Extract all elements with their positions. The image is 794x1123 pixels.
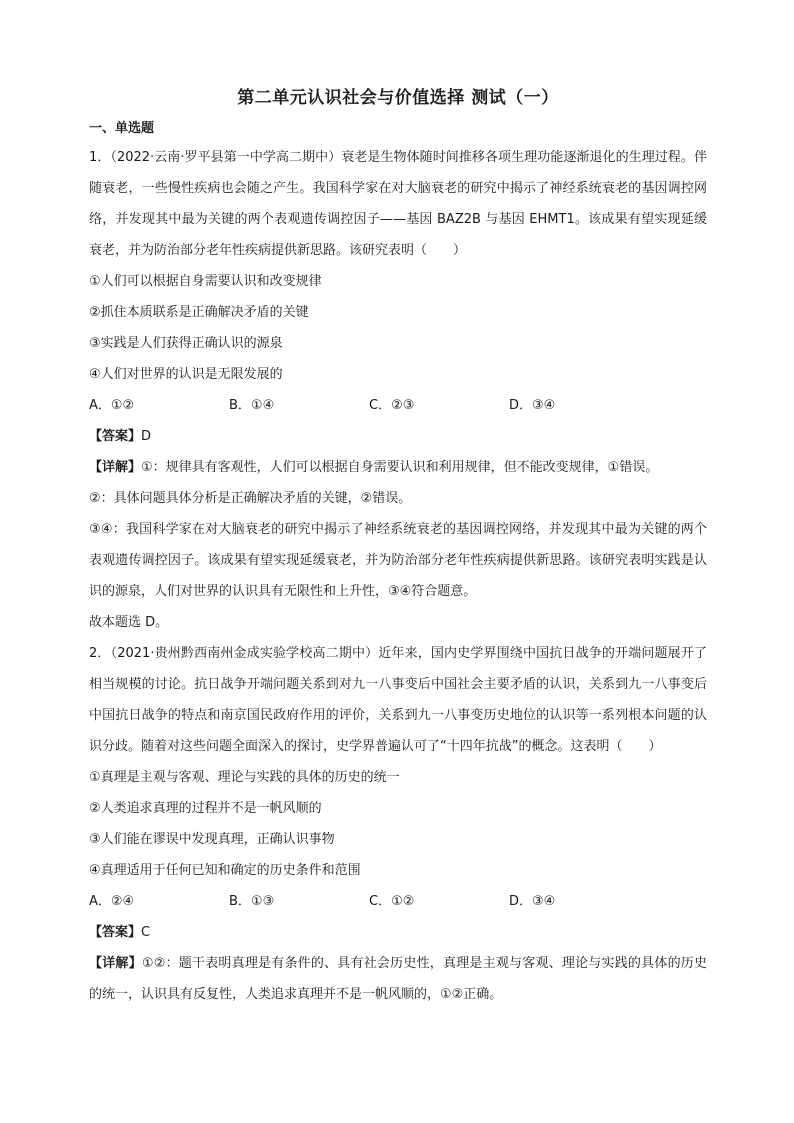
question-1-detail-2: ②：具体问题具体分析是正确解决矛盾的关键，②错误。 [89,491,412,506]
question-2-option-3: ③人们能在谬误中发现真理，正确认识事物 [89,832,335,847]
detail-text: ①：规律具有客观性，人们可以根据自身需要认识和利用规律，但不能改变规律，①错误。 [141,460,659,475]
question-1-option-2: ②抓住本质联系是正确解决矛盾的关键 [89,305,309,320]
question-2-option-1: ①真理是主观与客观、理论与实践的具体的历史的统一 [89,770,400,785]
question-1-conclusion: 故本题选 D。 [89,615,169,630]
question-2-choice-b: B．①③ [229,894,275,909]
detail-label: 【详解】 [89,460,142,475]
question-2-choice-c: C．①② [369,894,415,909]
page-title: 第二单元认识社会与价值选择 测试（一） [237,88,559,108]
answer-value: D [141,429,152,444]
answer-label: 【答案】 [89,925,142,940]
question-1-choice-a: A．①② [89,398,135,413]
question-2-option-2: ②人类追求真理的过程并不是一帆风顺的 [89,801,322,816]
question-1-answer [89,421,707,452]
question-1-option-4: ④人们对世界的认识是无限发展的 [89,367,283,382]
document-page [89,86,707,1010]
section-heading: 一、单选题 [89,121,155,136]
question-1-choices [89,390,707,421]
question-1-detail-3: ③④：我国科学家在对大脑衰老的研究中揭示了神经系统衰老的基因调控网络，并发现其中最为关键的两个表观遗传调控因子。该成果有望实现延缓衰老，并为防治部分老年性疾病提供新思路。该研究表明实践是认识的源泉，人们对世界的认识具有无限性和上升性，③④符合题意。 [89,522,707,599]
answer-value: C [141,925,151,940]
question-1-option-3: ③实践是人们获得正确认识的源泉 [89,336,283,351]
detail-label: 【详解】 [89,956,142,971]
question-2-stem: 2．（2021·贵州黔西南州金成实验学校高二期中）近年来，国内史学界围绕中国抗日战争的开端问题展开了相当规模的讨论。抗日战争开端问题关系到对九一八事变后中国社会主要矛盾的认识，关系到九一八事变后中国抗日战争的特点和南京国民政府作用的评价，关系到九一八事变历史地位的认识等一系列根本问题的认识分歧。随着对这些问题全面深入的探讨，史学界普遍认可了“十四年抗战”的概念。这表明（ ） [89,646,707,754]
question-1-detail-1 [89,452,707,483]
answer-label: 【答案】 [89,429,142,444]
question-1-choice-d: D．③④ [509,398,556,413]
question-1-choice-c: C．②③ [369,398,415,413]
detail-text: ①②：题干表明真理是有条件的、具有社会历史性，真理是主观与客观、理论与实践的具体的历史的统一，认识具有反复性，人类追求真理并不是一帆风顺的，①②正确。 [89,956,707,1002]
question-1-option-1: ①人们可以根据自身需要认识和改变规律 [89,274,322,289]
question-1-stem: 1．（2022·云南·罗平县第一中学高二期中）衰老是生物体随时间推移各项生理功能逐渐退化的生理过程。伴随衰老，一些慢性疾病也会随之产生。我国科学家在对大脑衰老的研究中揭示了神经系统衰老的基因调控网络，并发现其中最为关键的两个表观遗传调控因子——基因 BAZ2B 与基因 EHMT1。该成果有望实现延缓衰老，并为防治部分老年性疾病提供新思路。该研究表明（ ） [89,150,707,258]
question-1 [89,142,707,638]
question-2-choices [89,886,707,917]
question-2-choice-d: D．③④ [509,894,556,909]
question-2-answer [89,917,707,948]
question-2-choice-a: A．②④ [89,894,135,909]
question-2 [89,638,707,1010]
question-1-choice-b: B．①④ [229,398,275,413]
question-2-detail-1 [89,948,707,1010]
question-2-option-4: ④真理适用于任何已知和确定的历史条件和范围 [89,863,361,878]
